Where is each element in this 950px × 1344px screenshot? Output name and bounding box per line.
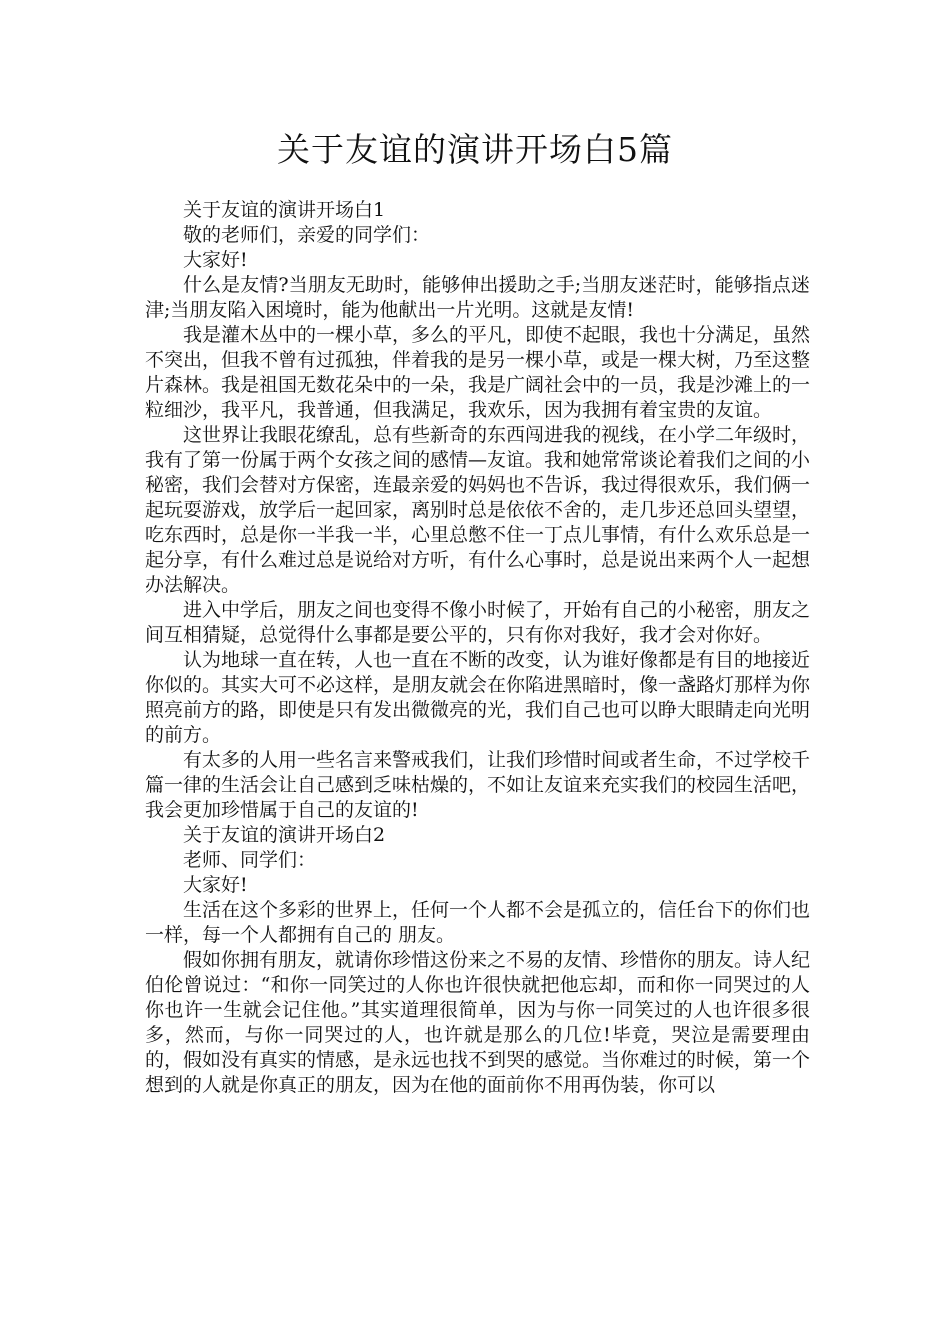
paragraph-9: 有太多的人用一些名言来警戒我们，让我们珍惜时间或者生命，不过学校千篇一律的生活会让自己感到乏味枯燥的，不如让友谊来充实我们的校园生活吧，我会更加珍惜属于自己的友谊的!	[145, 749, 811, 821]
paragraph-7: 进入中学后，朋友之间也变得不像小时候了，开始有自己的小秘密，朋友之间互相猜疑，总觉得什么事都是要公平的，只有你对我好，我才会对你好。	[145, 599, 811, 646]
document-title: 关于友谊的演讲开场白5篇	[277, 130, 673, 169]
paragraph-8: 认为地球一直在转，人也一直在不断的改变，认为谁好像都是有目的地接近你似的。其实大可不必这样，是朋友就会在你陷进黑暗时，像一盏路灯那样为你照亮前方的路，即使是只有发出微微亮的光，我们自己也可以睁大眼睛走向光明的前方。	[145, 649, 811, 746]
paragraph-11: 老师、同学们：	[183, 849, 317, 871]
paragraph-1: 关于友谊的演讲开场白1	[183, 199, 386, 221]
paragraph-10: 关于友谊的演讲开场白2	[183, 824, 386, 846]
paragraph-4: 什么是友情?当朋友无助时，能够伸出援助之手;当朋友迷茫时，能够指点迷津;当朋友陷入困境时，能为他献出一片光明。这就是友情!	[145, 274, 810, 321]
paragraph-3: 大家好!	[183, 249, 248, 271]
paragraph-6: 这世界让我眼花缭乱，总有些新奇的东西闯进我的视线，在小学二年级时，我有了第一份属于两个女孩之间的感情—友谊。我和她常常谈论着我们之间的小秘密，我们会替对方保密，连最亲爱的妈妈也不告诉，我过得很欢乐，我们俩一起玩耍游戏，放学后一起回家，离别时总是依依不舍的，走几步还总回头望望，吃东西时，总是你一半我一半，心里总憋不住一丁点儿事情，有什么欢乐总是一起分享，有什么难过总是说给对方听，有什么心事时，总是说出来两个人一起想办法解决。	[145, 424, 811, 596]
paragraph-14: 假如你拥有朋友，就请你珍惜这份来之不易的友情、珍惜你的朋友。诗人纪伯伦曾说过：“和你一同笑过的人你也许很快就把他忘却，而和你一同哭过的人你也许一生就会记住他。”其实道理很简单，因为与你一同笑过的人也许很多很多，然而，与你一同哭过的人，也许就是那么的几位!毕竟，哭泣是需要理由的，假如没有真实的情感，是永远也找不到哭的感觉。当你难过的时候，第一个想到的人就是你真正的朋友，因为在他的面前你不用再伪装，你可以	[145, 949, 811, 1096]
paragraph-13: 生活在这个多彩的世界上，任何一个人都不会是孤立的，信任台下的你们也一样，每一个人都拥有自己的 朋友。	[145, 899, 811, 946]
paragraph-12: 大家好!	[183, 874, 248, 896]
paragraph-5: 我是灌木丛中的一棵小草，多么的平凡，即使不起眼，我也十分满足，虽然不突出，但我不曾有过孤独，伴着我的是另一棵小草，或是一棵大树，乃至这整片森林。我是祖国无数花朵中的一朵，我是广阔社会中的一员，我是沙滩上的一粒细沙，我平凡，我普通，但我满足，我欢乐，因为我拥有着宝贵的友谊。	[145, 324, 811, 421]
paragraph-2: 敬的老师们，亲爱的同学们：	[183, 224, 431, 246]
document-body	[145, 198, 810, 1098]
